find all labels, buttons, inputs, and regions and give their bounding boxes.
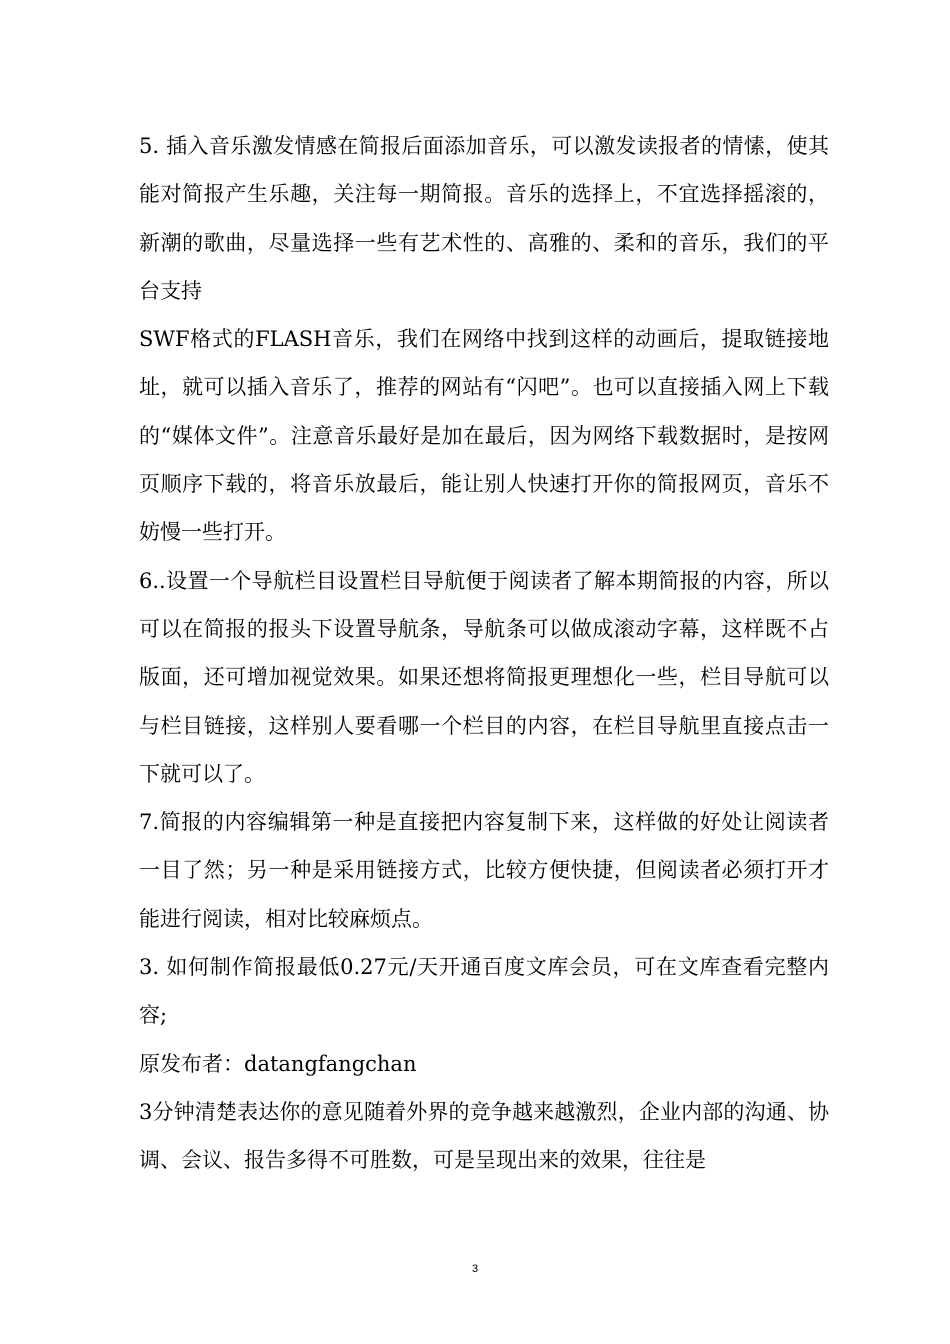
paragraph-publisher: 原发布者：datangfangchan bbox=[139, 1051, 417, 1076]
paragraph-music: 5. 插入音乐激发情感在简报后面添加音乐，可以激发读报者的情愫，使其能对简报产生乐趣，关注每一期简报。音乐的选择上，不宜选择摇滚的，新潮的歌曲，尽量选择一些有艺术性的、高雅的、柔和的音乐，我们的平台支持 bbox=[139, 134, 829, 303]
paragraph-three-minutes: 3分钟清楚表达你的意见随着外界的竞争越来越激烈，企业内部的沟通、协调、会议、报告多得不可胜数，可是呈现出来的效果，往往是 bbox=[139, 1099, 829, 1173]
paragraph-content-editing: 7.简报的内容编辑第一种是直接把内容复制下来，这样做的好处让阅读者一目了然；另一种是采用链接方式，比较方便快捷，但阅读者必须打开才能进行阅读，相对比较麻烦点。 bbox=[139, 810, 829, 931]
paragraph-swf-flash: SWF格式的FLASH音乐，我们在网络中找到这样的动画后，提取链接地址，就可以插入音乐了，推荐的网站有“闪吧”。也可以直接插入网上下载的“媒体文件”。注意音乐最好是加在最后，因为网络下载数据时，是按网页顺序下载的，将音乐放最后，能让别人快速打开你的简报网页，音乐不妨慢一些打开。 bbox=[139, 327, 829, 545]
paragraph-how-to-make: 3. 如何制作简报最低0.27元/天开通百度文库会员，可在文库查看完整内容; bbox=[139, 955, 829, 1028]
document-body bbox=[139, 122, 829, 1185]
paragraph-navigation: 6..设置一个导航栏目设置栏目导航便于阅读者了解本期简报的内容，所以可以在简报的报头下设置导航条，导航条可以做成滚动字幕，这样既不占版面，还可增加视觉效果。如果还想将简报更理想化一些，栏目导航可以与栏目链接，这样别人要看哪一个栏目的内容，在栏目导航里直接点击一下就可以了。 bbox=[139, 568, 829, 786]
page-number: 3 bbox=[471, 1263, 479, 1275]
